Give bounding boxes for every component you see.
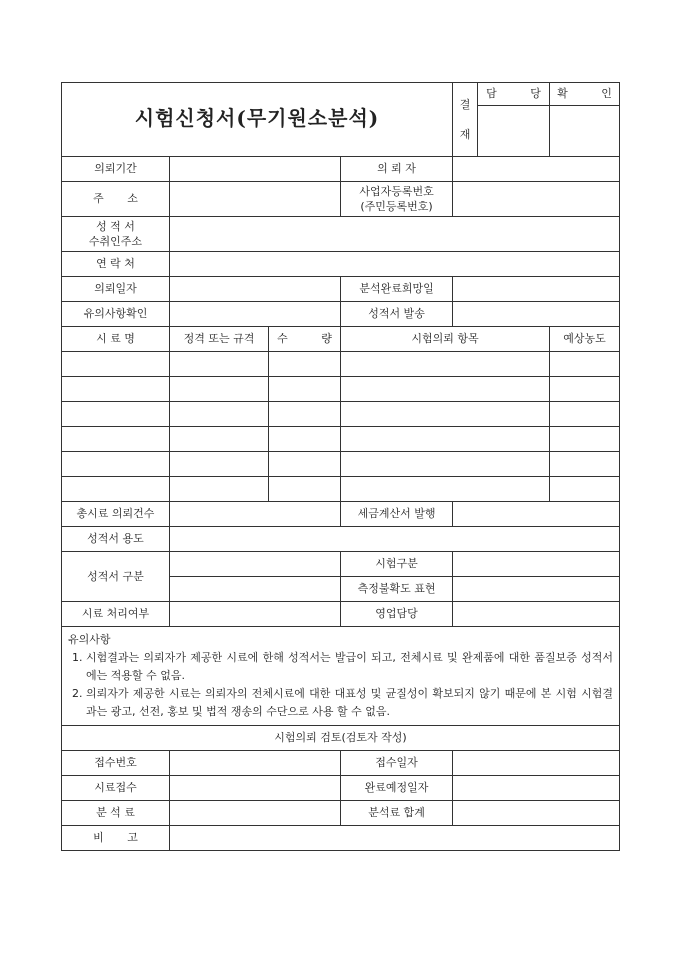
cell-spec[interactable] <box>170 377 269 402</box>
sample-row <box>62 402 620 427</box>
label-desired-completion: 분석완료희망일 <box>341 277 453 302</box>
cell-test-items[interactable] <box>341 402 550 427</box>
input-request-period[interactable] <box>170 157 341 182</box>
label-report-address-line2: 수취인주소 <box>88 235 143 248</box>
label-receipt-no: 접수번호 <box>62 751 170 776</box>
label-requester: 의 뢰 자 <box>341 157 453 182</box>
cell-spec[interactable] <box>170 402 269 427</box>
input-contact[interactable] <box>170 252 620 277</box>
input-request-date[interactable] <box>170 277 341 302</box>
label-test-type: 시험구분 <box>341 552 453 577</box>
header-expected-conc: 예상농도 <box>550 327 620 352</box>
approval-confirm-header: 확 인 <box>550 83 620 106</box>
label-report-usage: 성적서 용도 <box>62 527 170 552</box>
label-remarks: 비 고 <box>62 826 170 851</box>
label-biz-reg-no-line1: 사업자등록번호 <box>359 185 434 198</box>
cell-spec[interactable] <box>170 352 269 377</box>
label-address: 주 소 <box>62 182 170 217</box>
header-sample-name: 시 료 명 <box>62 327 170 352</box>
input-tax-invoice[interactable] <box>453 502 620 527</box>
sample-row <box>62 452 620 477</box>
cell-test-items[interactable] <box>341 477 550 502</box>
input-requester[interactable] <box>453 157 620 182</box>
review-title: 시험의뢰 검토(검토자 작성) <box>62 726 620 751</box>
input-receipt-no[interactable] <box>170 751 341 776</box>
cell-sample-name[interactable] <box>62 377 170 402</box>
approval-label-bottom: 재 <box>459 127 471 141</box>
cell-sample-name[interactable] <box>62 452 170 477</box>
label-analysis-fee: 분 석 료 <box>62 801 170 826</box>
notes-section <box>62 627 620 726</box>
label-request-period: 의뢰기간 <box>62 157 170 182</box>
cell-sample-name[interactable] <box>62 352 170 377</box>
cell-sample-name[interactable] <box>62 477 170 502</box>
cell-expected-conc[interactable] <box>550 402 620 427</box>
input-expected-completion[interactable] <box>453 776 620 801</box>
cell-expected-conc[interactable] <box>550 352 620 377</box>
label-notice-check: 유의사항확인 <box>62 302 170 327</box>
cell-test-items[interactable] <box>341 452 550 477</box>
input-sales-rep[interactable] <box>453 602 620 627</box>
cell-sample-name[interactable] <box>62 427 170 452</box>
approval-staff-header: 담 당 <box>478 83 550 106</box>
label-receipt-date: 접수일자 <box>341 751 453 776</box>
cell-test-items[interactable] <box>341 352 550 377</box>
input-desired-completion[interactable] <box>453 277 620 302</box>
cell-expected-conc[interactable] <box>550 377 620 402</box>
cell-test-items[interactable] <box>341 427 550 452</box>
cell-expected-conc[interactable] <box>550 477 620 502</box>
label-report-address <box>62 217 170 252</box>
input-receipt-date[interactable] <box>453 751 620 776</box>
cell-spec[interactable] <box>170 477 269 502</box>
label-biz-reg-no-line2: (주민등록번호) <box>360 200 433 213</box>
input-uncertainty[interactable] <box>453 577 620 602</box>
cell-quantity[interactable] <box>269 402 341 427</box>
input-biz-reg-no[interactable] <box>453 182 620 217</box>
cell-sample-name[interactable] <box>62 402 170 427</box>
label-sample-disposal: 시료 처리여부 <box>62 602 170 627</box>
input-sample-receipt[interactable] <box>170 776 341 801</box>
label-fee-total: 분석료 합계 <box>341 801 453 826</box>
label-report-type: 성적서 구분 <box>62 552 170 602</box>
form-title: 시험신청서(무기원소분석) <box>62 83 453 157</box>
label-report-issue: 성적서 발송 <box>341 302 453 327</box>
label-sample-receipt: 시료접수 <box>62 776 170 801</box>
input-report-usage[interactable] <box>170 527 620 552</box>
cell-expected-conc[interactable] <box>550 452 620 477</box>
input-report-type-2[interactable] <box>170 577 341 602</box>
header-quantity: 수 량 <box>269 327 341 352</box>
notes-title: 유의사항 <box>68 633 111 646</box>
input-test-type[interactable] <box>453 552 620 577</box>
header-spec: 정격 또는 규격 <box>170 327 269 352</box>
input-address[interactable] <box>170 182 341 217</box>
cell-quantity[interactable] <box>269 477 341 502</box>
label-uncertainty: 측정불확도 표현 <box>341 577 453 602</box>
input-fee-total[interactable] <box>453 801 620 826</box>
notes-item-1: 1. 시험결과는 의뢰자가 제공한 시료에 한해 성적서는 발급이 되고, 전체시료 및 완제품에 대한 품질보증 성적서에는 적용할 수 없음. <box>86 649 613 685</box>
input-report-issue[interactable] <box>453 302 620 327</box>
sample-row <box>62 352 620 377</box>
cell-quantity[interactable] <box>269 452 341 477</box>
cell-quantity[interactable] <box>269 427 341 452</box>
sample-table-header <box>62 327 620 352</box>
label-report-address-line1: 성 적 서 <box>96 220 135 233</box>
label-expected-completion: 완료예정일자 <box>341 776 453 801</box>
cell-expected-conc[interactable] <box>550 427 620 452</box>
input-report-address[interactable] <box>170 217 620 252</box>
sample-row <box>62 377 620 402</box>
cell-spec[interactable] <box>170 452 269 477</box>
sample-row <box>62 477 620 502</box>
label-contact: 연 락 처 <box>62 252 170 277</box>
approval-staff-sign[interactable] <box>478 106 550 157</box>
cell-spec[interactable] <box>170 427 269 452</box>
sample-row <box>62 427 620 452</box>
input-analysis-fee[interactable] <box>170 801 341 826</box>
approval-label <box>453 83 478 157</box>
label-total-requests: 총시료 의뢰건수 <box>62 502 170 527</box>
notes-item-2: 2. 의뢰자가 제공한 시료는 의뢰자의 전체시료에 대한 대표성 및 균질성이 확보되지 않기 때문에 본 시험 시험결과는 광고, 선전, 홍보 및 법적 쟁송의 수단으로 사용 할 수 없음. <box>86 685 613 721</box>
input-sample-disposal[interactable] <box>170 602 341 627</box>
input-notice-check[interactable] <box>170 302 341 327</box>
notes-list <box>68 649 613 721</box>
input-total-requests[interactable] <box>170 502 341 527</box>
application-form <box>61 82 620 851</box>
cell-quantity[interactable] <box>269 377 341 402</box>
header-test-items: 시험의뢰 항목 <box>341 327 550 352</box>
cell-test-items[interactable] <box>341 377 550 402</box>
input-report-type-1[interactable] <box>170 552 341 577</box>
approval-label-top: 결 <box>459 97 471 111</box>
label-sales-rep: 영업담당 <box>341 602 453 627</box>
label-biz-reg-no <box>341 182 453 217</box>
cell-quantity[interactable] <box>269 352 341 377</box>
approval-confirm-sign[interactable] <box>550 106 620 157</box>
label-tax-invoice: 세금계산서 발행 <box>341 502 453 527</box>
input-remarks[interactable] <box>170 826 620 851</box>
label-request-date: 의뢰일자 <box>62 277 170 302</box>
